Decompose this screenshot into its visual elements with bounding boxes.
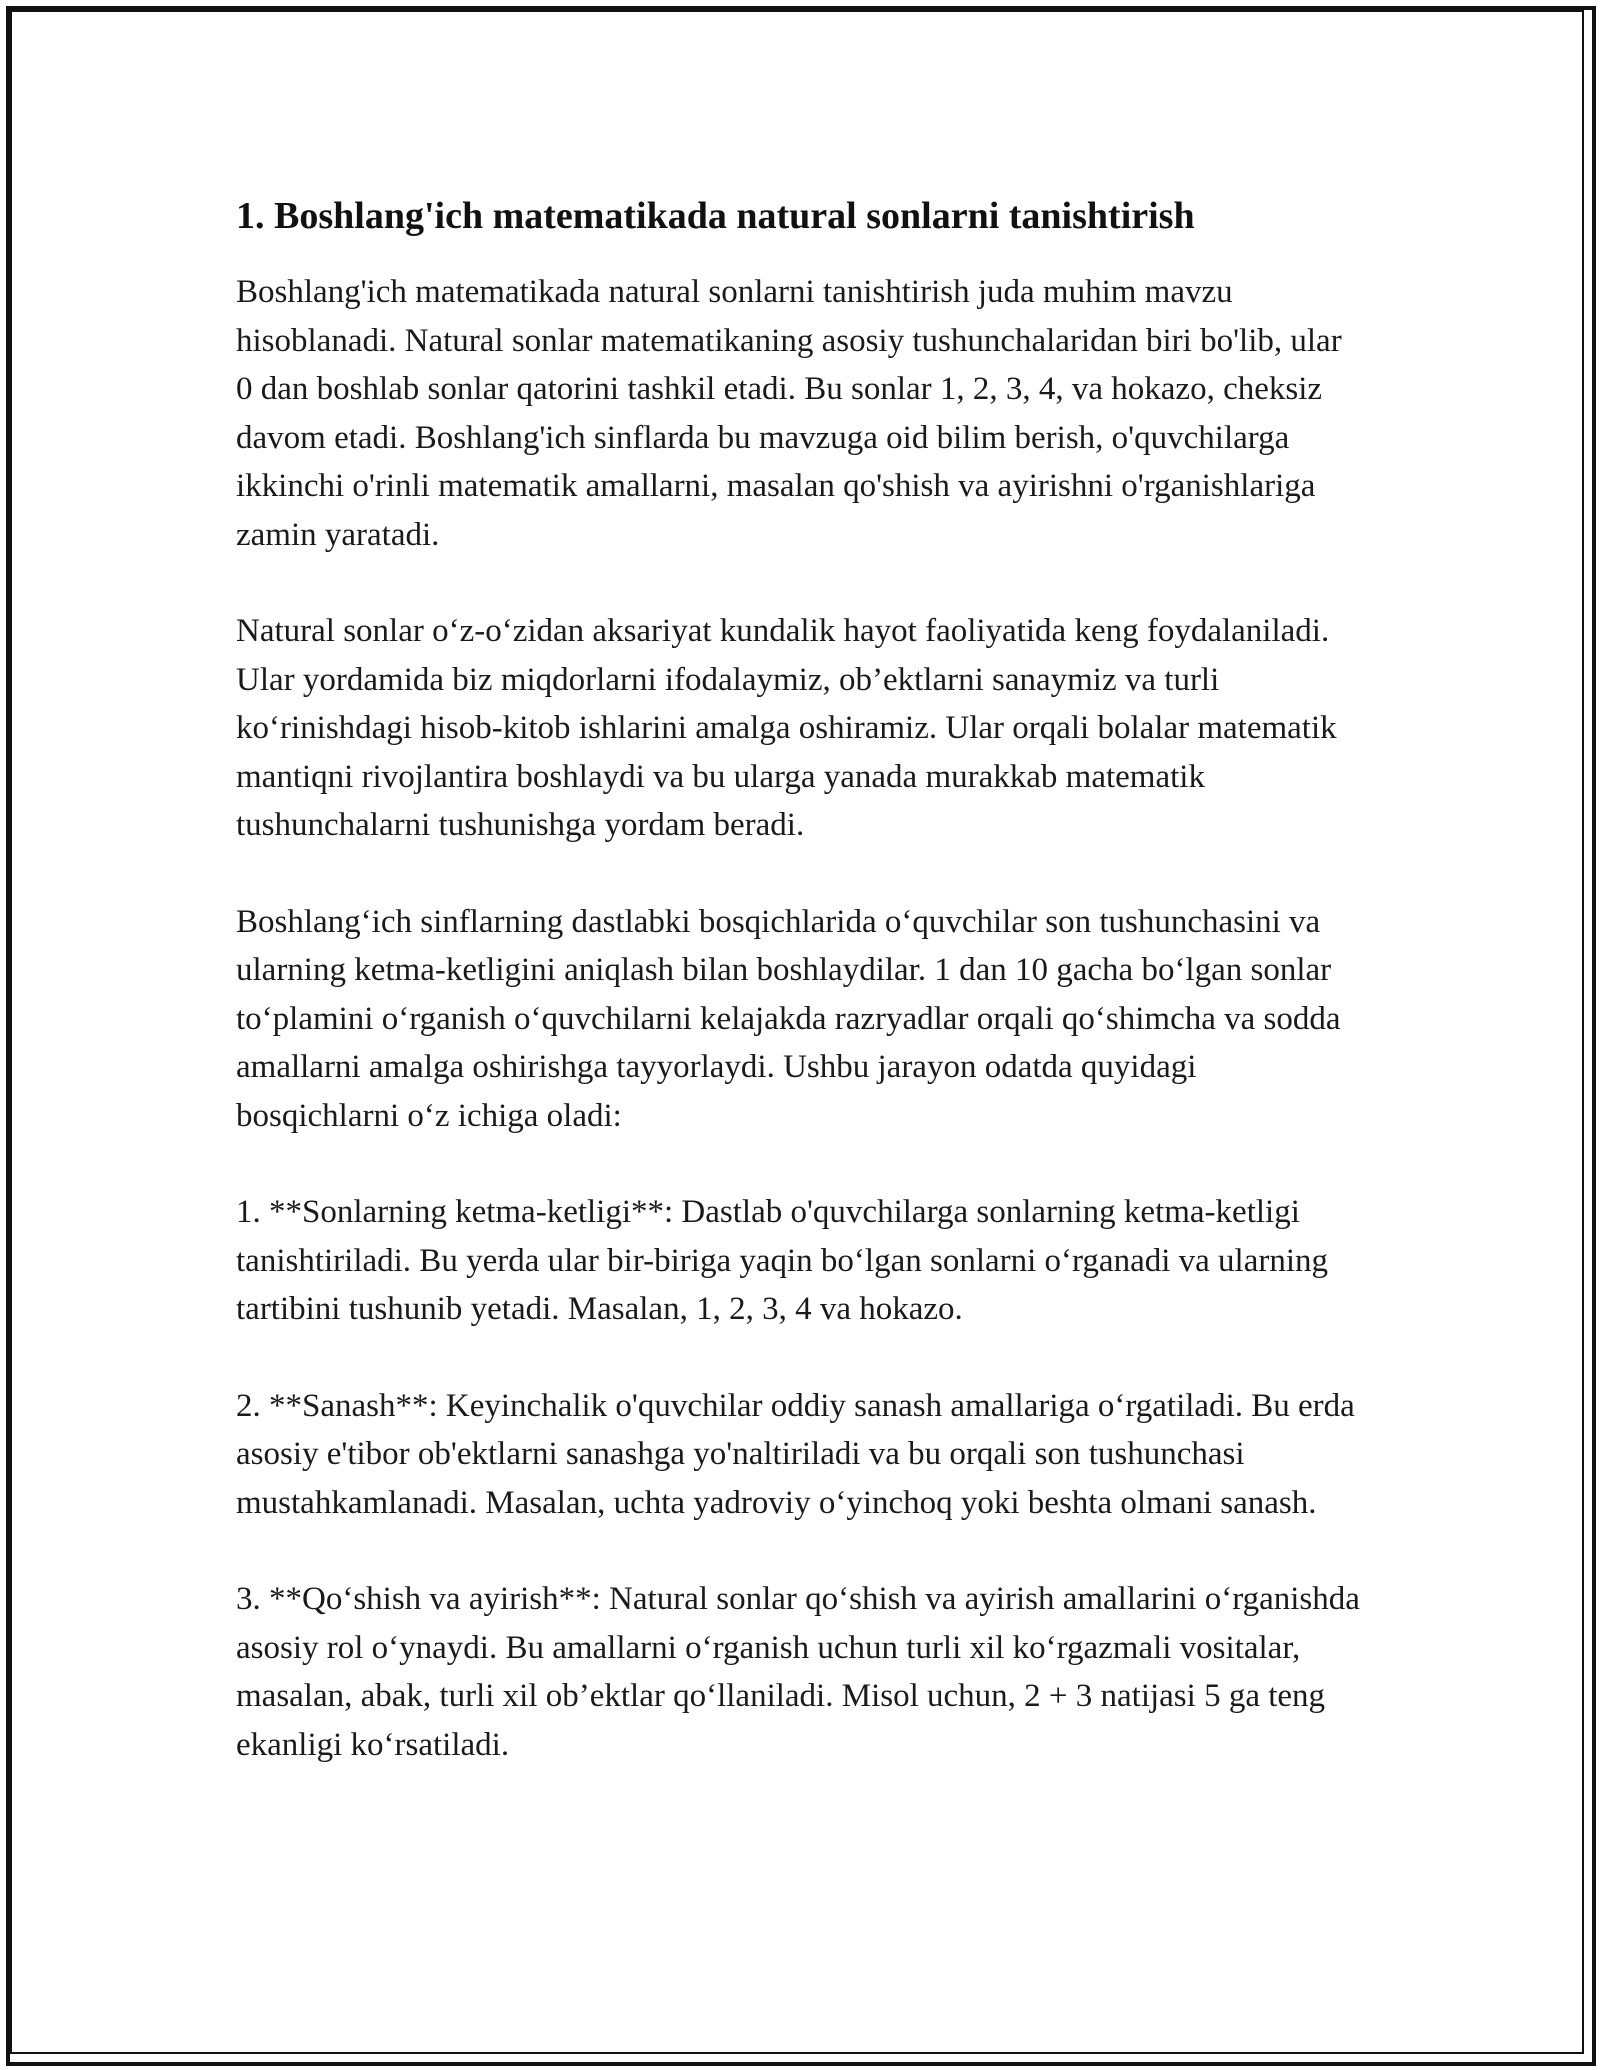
section-heading: 1. Boshlang'ich matematikada natural sonlarni tanishtirish (236, 195, 1195, 237)
list-item-sequence: 1. **Sonlarning ketma-ketligi**: Dastlab o'quvchilarga sonlarning ketma-ketligi tanishtiriladi. Bu yerda ular bir-biriga yaqin bo‘lgan sonlarni o‘rganadi va ularning tartibini tushunib yetadi. Masalan, 1, 2, 3, 4 va hokazo. (236, 1194, 1329, 1327)
paragraph-intro: Boshlang'ich matematikada natural sonlarni tanishtirish juda muhim mavzu hisoblanadi. Natural sonlar matematikaning asosiy tushunchalaridan biri bo'lib, ular 0 dan boshlab sonlar qatorini tashkil etadi. Bu sonlar 1, 2, 3, 4, va hokazo, cheksiz davom etadi. Boshlang'ich sinflarda bu mavzuga oid bilim berish, o'quvchilarga ikkinchi o'rinli matematik amallarni, masalan qo'shish va ayirishni o'rganishlariga zamin yaratadi. (236, 274, 1342, 553)
document-body (236, 190, 1366, 1769)
list-item-addition-subtraction: 3. **Qo‘shish va ayirish**: Natural sonlar qo‘shish va ayirish amallarini o‘rganishda asosiy rol o‘ynaydi. Bu amallarni o‘rganish uchun turli xil ko‘rgazmali vositalar, masalan, abak, turli xil ob’ektlar qo‘llaniladi. Misol uchun, 2 + 3 natijasi 5 ga teng ekanligi ko‘rsatiladi. (236, 1581, 1360, 1763)
paragraph-daily-use: Natural sonlar o‘z-o‘zidan aksariyat kundalik hayot faoliyatida keng foydalaniladi. Ular yordamida biz miqdorlarni ifodalaymiz, ob’ektlarni sanaymiz va turli ko‘rinishdagi hisob-kitob ishlarini amalga oshiramiz. Ular orqali bolalar matematik mantiqni rivojlantira boshlaydi va bu ularga yanada murakkab matematik tushunchalarni tushunishga yordam beradi. (236, 613, 1337, 843)
list-item-counting: 2. **Sanash**: Keyinchalik o'quvchilar oddiy sanash amallariga o‘rgatiladi. Bu erda asosiy e'tibor ob'ektlarni sanashga yo'naltiriladi va bu orqali son tushunchasi mustahkamlanadi. Masalan, uchta yadroviy o‘yinchoq yoki beshta olmani sanash. (236, 1387, 1355, 1521)
paragraph-early-stages: Boshlang‘ich sinflarning dastlabki bosqichlarida o‘quvchilar son tushunchasini va ularning ketma-ketligini aniqlash bilan boshlaydilar. 1 dan 10 gacha bo‘lgan sonlar to‘plamini o‘rganish o‘quvchilarni kelajakda razryadlar orqali qo‘shimcha va sodda amallarni amalga oshirishga tayyorlaydi. Ushbu jarayon odatda quyidagi bosqichlarni o‘z ichiga oladi: (236, 903, 1341, 1134)
